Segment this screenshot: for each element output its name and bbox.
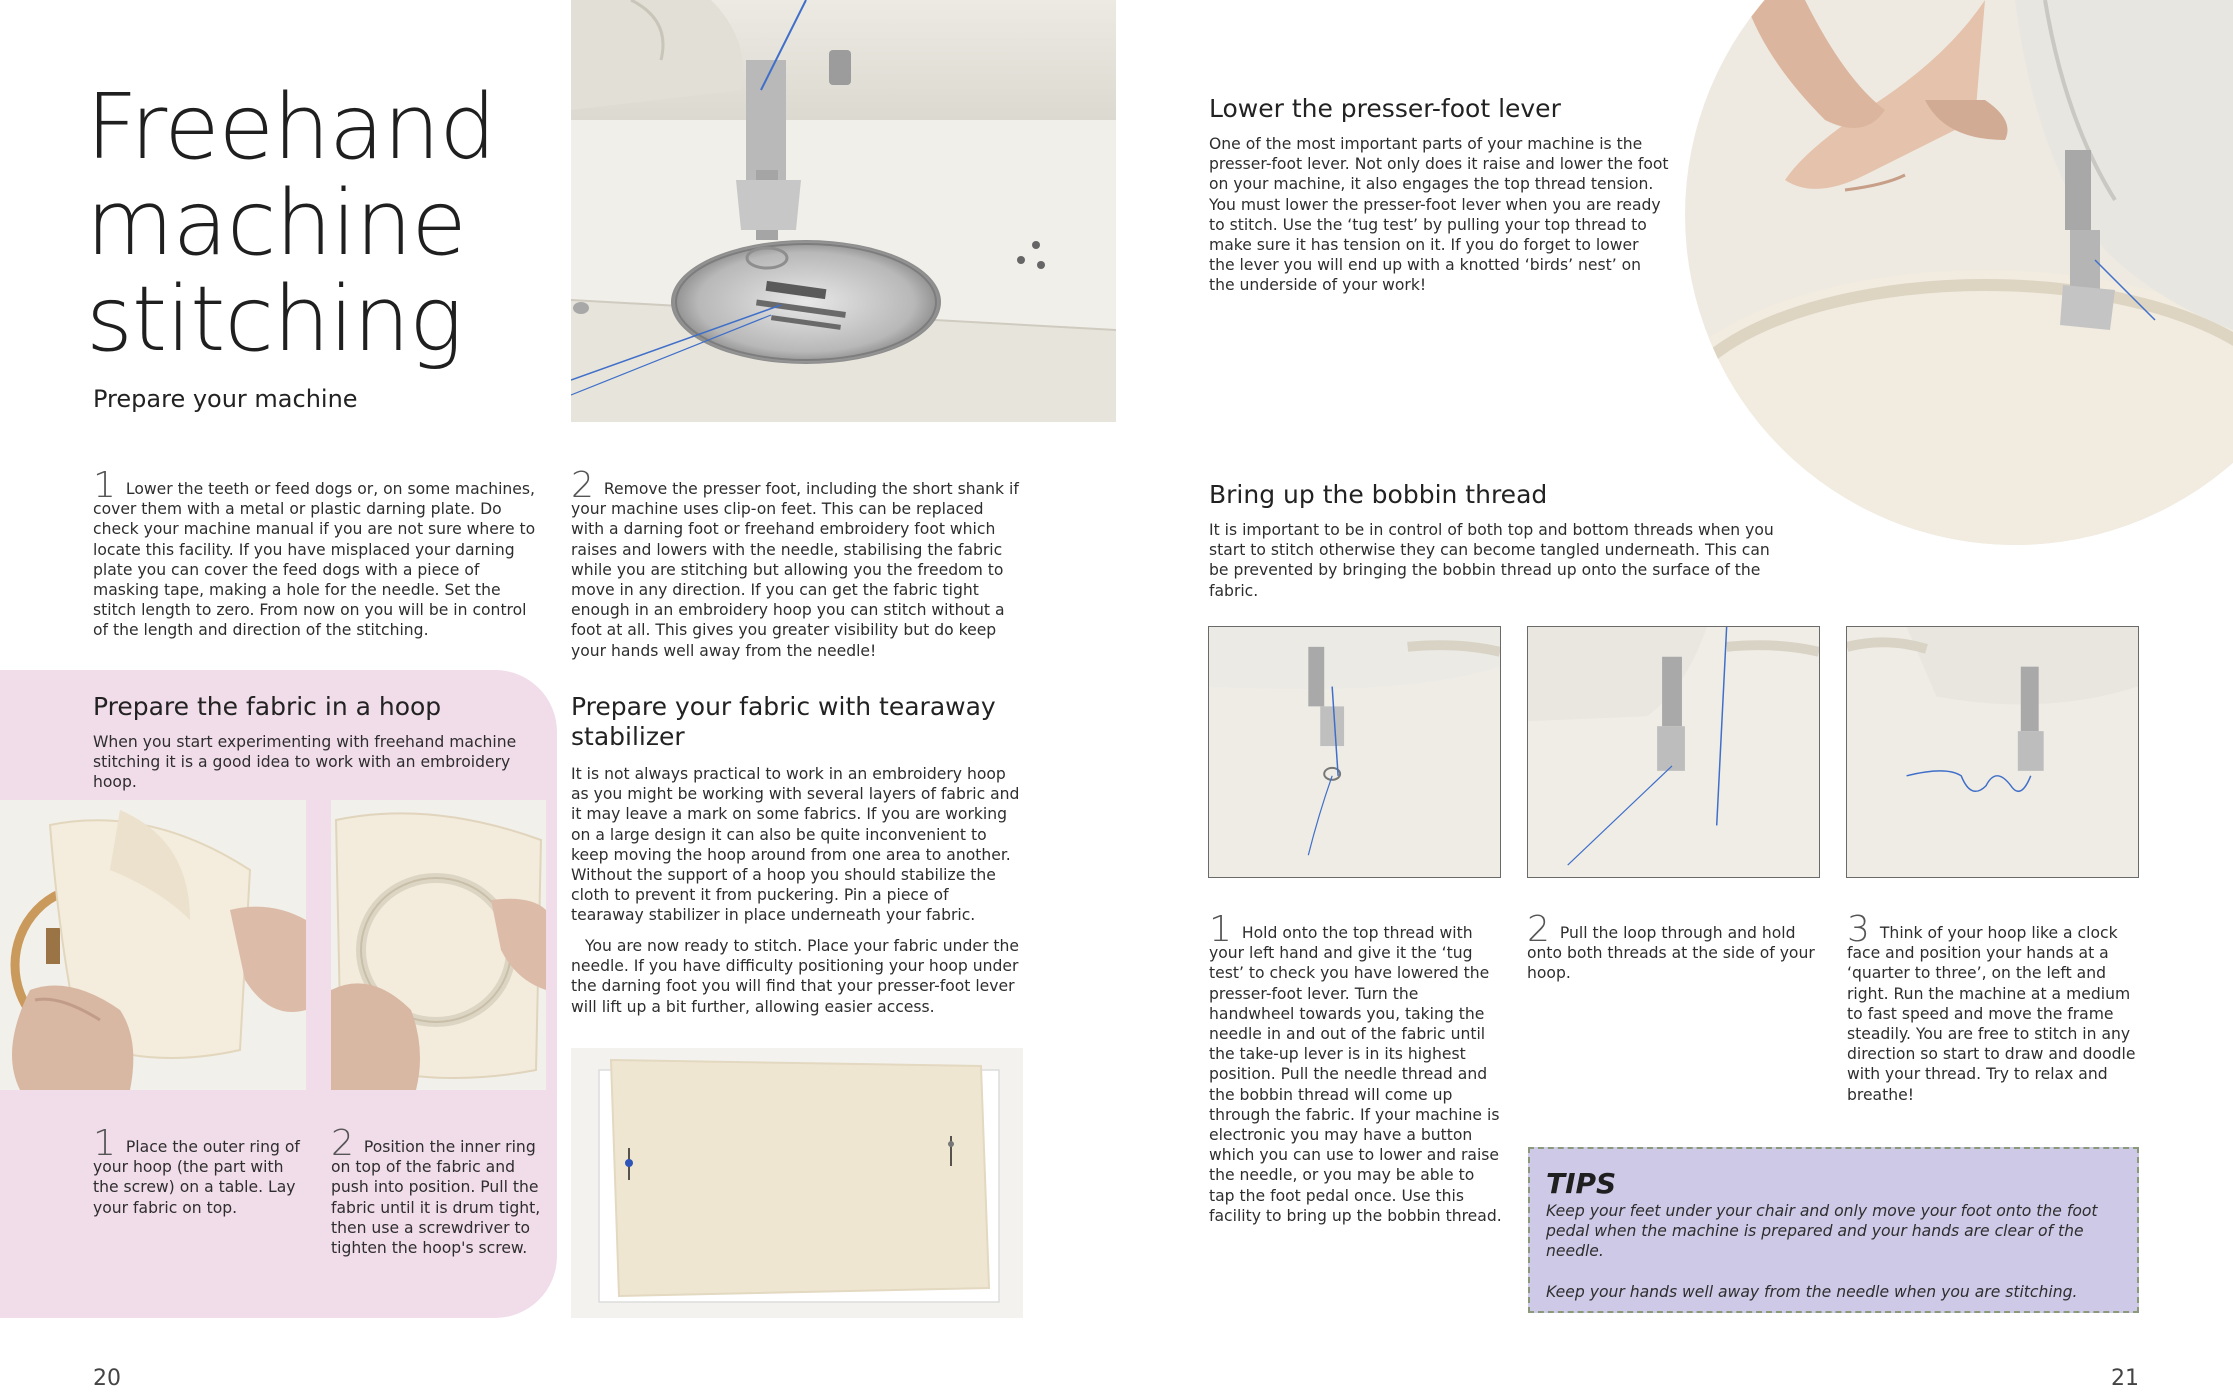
machine-step-1 — [93, 465, 545, 641]
presser-lever-hand-photo — [1685, 0, 2233, 545]
tips-line-2: Keep your hands well away from the needle when you are stitching. — [1546, 1282, 2078, 1301]
tearaway-heading-line-2: stabilizer — [571, 722, 685, 751]
step-text: Hold onto the top thread with your left hand and give it the ‘tug test’ to check you have lowered the presser-foot lever. Turn the handwheel towards you, taking the needle in and out of the fabric until the take-up lever is in its highest position. Pull the needle thread and the bobbin thread will come up through the fabric. If your machine is electronic you may have a button which you can use to lower and raise the needle, or you may be able to tap the foot pedal once. Use this facility to bring up the bobbin thread. — [1209, 924, 1502, 1225]
hoop-intro: When you start experimenting with freehand machine stitching it is a good idea to work with an embroidery hoop. — [93, 733, 517, 792]
step-text: Think of your hoop like a clock face and position your hands at a ‘quarter to three’, on the left and right. Run the machine at a medium to fast speed and move the frame steadily. You are free to stitch in any direction so start to draw and doodle with your thread. Try to relax and breathe! — [1847, 924, 2136, 1104]
page-number-right: 21 — [2111, 1366, 2139, 1391]
tearaway-paragraph-1: It is not always practical to work in an embroidery hoop as you might be working with several layers of fabric and it may leave a mark on some fabrics. If you are working on a large design it can also be quite inconvenient to keep moving the hoop around from one area to another. Without the support of a hoop you should stabilize the cloth to prevent it from puckering. Pin a piece of tearaway stabilizer in place underneath your fabric. — [571, 765, 1020, 925]
step-number: 1 — [93, 1123, 116, 1164]
bobbin-step-1-photo — [1208, 626, 1501, 878]
title-line-2: machine — [86, 171, 466, 276]
machine-step-2 — [571, 465, 1021, 661]
step-number: 2 — [571, 465, 594, 506]
hoop-heading: Prepare the fabric in a hoop — [93, 692, 442, 721]
bobbin-step-2-photo — [1527, 626, 1820, 878]
step-text: Position the inner ring on top of the fabric and push into position. Pull the fabric until it is drum tight, then use a screwdriver to tighten the hoop's screw. — [331, 1138, 541, 1258]
step-text: Pull the loop through and hold onto both threads at the side of your hoop. — [1527, 924, 1815, 983]
page-number-left: 20 — [93, 1366, 121, 1391]
page-title — [86, 75, 496, 372]
step-number: 1 — [93, 465, 116, 506]
hoop-inner-ring-photo — [331, 800, 546, 1090]
tearaway-paragraph-2: You are now ready to stitch. Place your fabric under the needle. If you have difficulty positioning your hoop under the darning foot you will find that your presser-foot lever will lift up a bit further, allowing easier access. — [571, 937, 1019, 1016]
step-text: Remove the presser foot, including the short shank if your machine uses clip-on feet. This can be replaced with a darning foot or freehand embroidery foot which raises and lowers with the needle, stabilising the fabric while you are stitching but allowing you the freedom to move in any direction. If you can get the fabric tight enough in an embroidery hoop you can stitch without a foot at all. This gives you greater visibility but do keep your hands well away from the needle! — [571, 480, 1019, 660]
step-number: 1 — [1209, 909, 1232, 950]
presser-lever-text: One of the most important parts of your machine is the presser-foot lever. Not only does it raise and lower the foot on your machine, it also engages the top thread tension. You must lower the presser-foot lever when you are ready to stitch. Use the ‘tug test’ by pulling your top thread to make sure it has tension on it. If you do forget to lower the lever you will end up with a knotted ‘birds’ nest’ on the underside of your work! — [1209, 135, 1669, 295]
hoop-step-1 — [93, 1123, 313, 1218]
bobbin-step-1 — [1209, 909, 1504, 1226]
tips-line-1: Keep your feet under your chair and only move your foot onto the foot pedal when the machine is prepared and your hands are clear of the needle. — [1546, 1202, 2098, 1261]
hoop-outer-ring-photo — [0, 800, 306, 1090]
tearaway-heading — [571, 692, 1011, 752]
fabric-stabilizer-photo — [571, 1048, 1023, 1318]
title-line-1: Freehand — [86, 75, 496, 180]
presser-foot-photo — [571, 0, 1116, 422]
tips-box — [1528, 1147, 2139, 1313]
step-number: 2 — [331, 1123, 354, 1164]
bobbin-step-3 — [1847, 909, 2142, 1105]
step-text: Lower the teeth or feed dogs or, on some machines, cover them with a metal or plastic darning plate. Do check your machine manual if you are not sure where to locate this facility. If you have misplaced your darning plate you can cover the feed dogs with a piece of masking tape, making a hole for the needle. Set the stitch length to zero. From now on you will be in control of the length and direction of the stitching. — [93, 480, 536, 640]
bobbin-step-3-photo — [1846, 626, 2139, 878]
tips-heading: TIPS — [1546, 1167, 1617, 1200]
bobbin-heading: Bring up the bobbin thread — [1209, 480, 1548, 509]
step-text: Place the outer ring of your hoop (the part with the screw) on a table. Lay your fabric on top. — [93, 1138, 300, 1217]
hoop-step-2 — [331, 1123, 541, 1258]
step-number: 2 — [1527, 909, 1550, 950]
bobbin-intro: It is important to be in control of both top and bottom threads when you start to stitch otherwise they can become tangled underneath. This can be prevented by bringing the bobbin thread up onto the surface of the fabric. — [1209, 521, 1774, 600]
bobbin-step-2 — [1527, 909, 1817, 984]
prepare-machine-heading: Prepare your machine — [93, 385, 358, 413]
tearaway-heading-line-1: Prepare your fabric with tearaway — [571, 692, 996, 721]
presser-lever-heading: Lower the presser-foot lever — [1209, 94, 1561, 123]
step-number: 3 — [1847, 909, 1870, 950]
title-line-3: stitching — [86, 267, 463, 372]
